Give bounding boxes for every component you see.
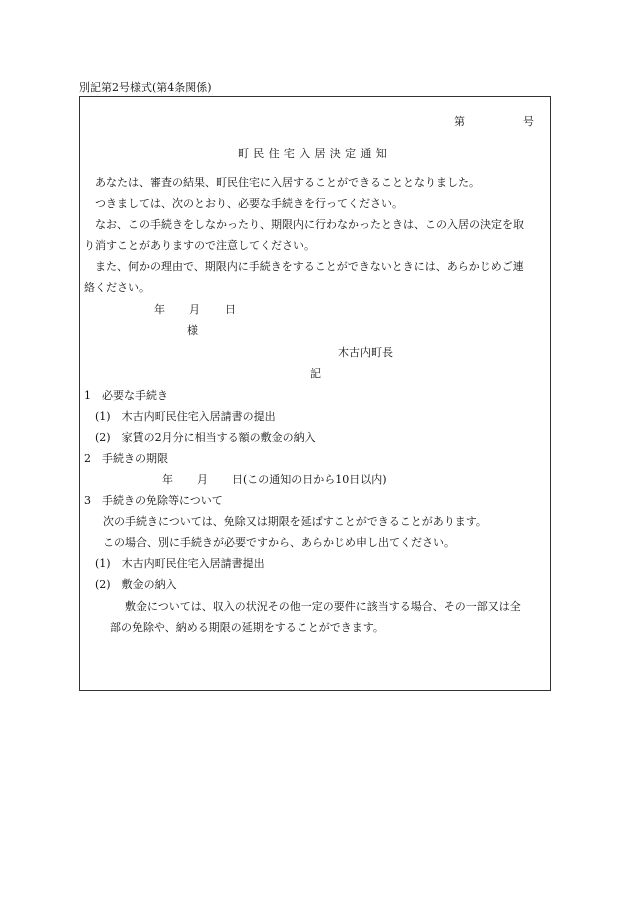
section-1-heading: 1 必要な手続き bbox=[84, 389, 168, 402]
section-3-item-2-text-line-2: 部の免除や、納める期限の延期をすることができます。 bbox=[110, 621, 384, 634]
deadline-month-label: 月 bbox=[197, 473, 208, 486]
section-3-paragraph-1: 次の手続きについては、免除又は期限を延ばすことができることがあります。 bbox=[103, 515, 487, 528]
document-title: 町民住宅入居決定通知 bbox=[238, 147, 391, 160]
paragraph-2: つきましては、次のとおり、必要な手続きを行ってください。 bbox=[95, 197, 403, 210]
section-3-item-2-text-line-1: 敷金については、収入の状況その他一定の要件に該当する場合、その一部又は全 bbox=[125, 600, 521, 613]
paragraph-3-line-2: り消すことがありますので注意してください。 bbox=[84, 239, 315, 252]
date-month-label: 月 bbox=[189, 303, 200, 316]
paragraph-4-line-1: また、何かの理由で、期限内に手続きをすることができないときには、あらかじめご連 bbox=[95, 260, 524, 273]
date-year-label: 年 bbox=[154, 303, 165, 316]
deadline-year-label: 年 bbox=[162, 473, 173, 486]
date-day-label: 日 bbox=[225, 303, 236, 316]
paragraph-4-line-2: 絡ください。 bbox=[84, 281, 150, 294]
sender-name: 木古内町長 bbox=[338, 346, 393, 359]
section-1-item-2: (2) 家賃の2月分に相当する額の敷金の納入 bbox=[95, 431, 316, 444]
document-number-suffix: 号 bbox=[523, 115, 534, 128]
document-number-prefix: 第 bbox=[454, 115, 465, 128]
ki-marker: 記 bbox=[310, 367, 321, 380]
deadline-day-label: 日(この通知の日から10日以内) bbox=[232, 473, 387, 486]
section-1-item-1: (1) 木古内町民住宅入居請書の提出 bbox=[95, 410, 276, 423]
addressee-suffix: 様 bbox=[187, 324, 198, 337]
section-3-item-1: (1) 木古内町民住宅入居請書提出 bbox=[95, 557, 265, 570]
section-3-heading: 3 手続きの免除等について bbox=[84, 494, 223, 507]
section-2-heading: 2 手続きの期限 bbox=[84, 452, 168, 465]
form-caption: 別記第2号様式(第4条関係) bbox=[79, 81, 212, 94]
section-3-item-2: (2) 敷金の納入 bbox=[95, 578, 177, 591]
paragraph-1: あなたは、審査の結果、町民住宅に入居することができることとなりました。 bbox=[95, 176, 480, 189]
section-3-paragraph-2: この場合、別に手続きが必要ですから、あらかじめ申し出てください。 bbox=[103, 536, 455, 549]
paragraph-3-line-1: なお、この手続きをしなかったり、期限内に行わなかったときは、この入居の決定を取 bbox=[95, 218, 524, 231]
